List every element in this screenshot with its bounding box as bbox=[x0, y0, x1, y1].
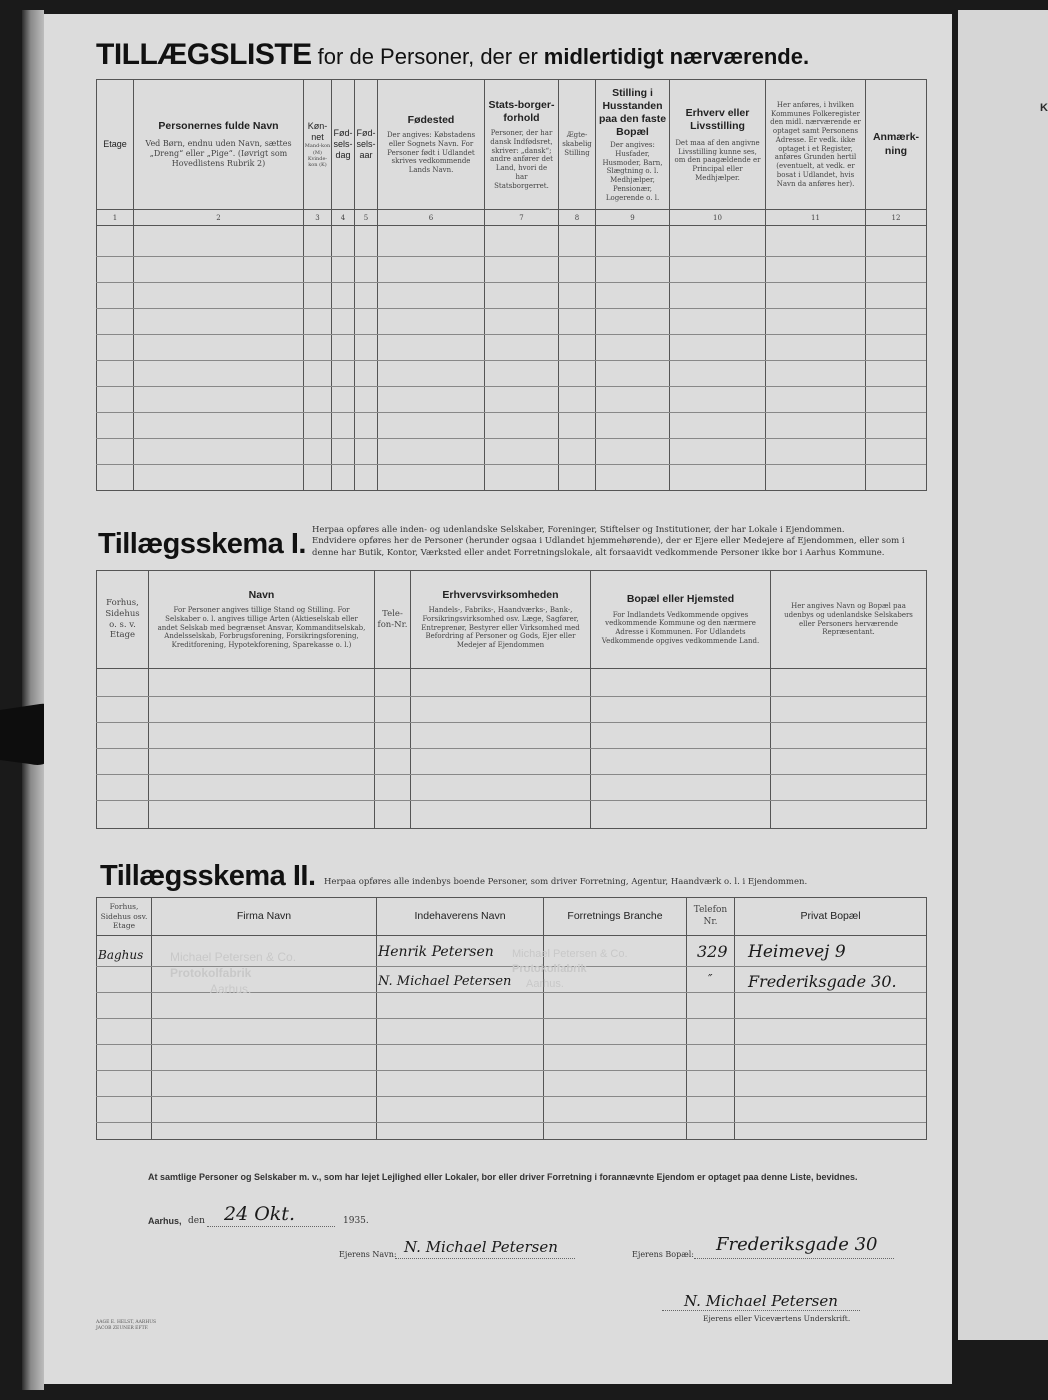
s1-col-repraesentant: Her angives Navn og Bopæl paa udenbys og udenlandske Selskabers eller Personers herværende Repræsentant. bbox=[771, 571, 927, 669]
schema1-table bbox=[96, 570, 927, 829]
year: 1935. bbox=[343, 1216, 369, 1226]
page-title bbox=[96, 38, 809, 72]
title-middle: for de Personer, der er bbox=[317, 44, 538, 69]
title-end: midlertidigt nærværende. bbox=[543, 44, 810, 69]
schema1-note bbox=[312, 525, 927, 559]
row2-indehaver: N. Michael Petersen bbox=[378, 974, 512, 989]
schema1-note-line1: Herpaa opføres alle inden- og udenlandske Selskaber, Foreninger, Stiftelser og Institutioner, der har Lokale i Ejendommen. bbox=[312, 525, 845, 535]
schema1-note-line2: Endvidere opføres her de Personer (herunder ogsaa i Udlandet hjemmehørende), der er Ejere eller Medejere af Ejendommen, eller som i denne har Butik, Kontor, Værksted eller andet Forretningslokale, alt forsaavidt vedkommende Personer ikke bor i Aarhus Kommune. bbox=[312, 536, 905, 558]
stamp-firma: Michael Petersen & Co. Protokolfabrik Aarhus. bbox=[170, 950, 297, 997]
col-navn: Personernes fulde Navn Ved Børn, endnu uden Navn, sættes „Dreng“ eller „Pige“. (Iøvrigt som Hovedlistens Rubrik 2) bbox=[134, 80, 304, 210]
row1-etage: Baghus bbox=[98, 948, 144, 962]
s2-col-telefon: Telefon Nr. bbox=[687, 898, 735, 936]
printer-imprint: AAGE E. HELST, AARHUS JACOB ZEUNER EFTF. bbox=[96, 1320, 157, 1332]
col-aegteskab: Ægte-skabelig Stilling bbox=[559, 80, 596, 210]
adjacent-page bbox=[958, 10, 1048, 1340]
owner-address-line bbox=[694, 1258, 894, 1259]
owner-address-handwritten: Frederiksgade 30 bbox=[716, 1234, 878, 1255]
date-handwritten: 24 Okt. bbox=[224, 1203, 295, 1225]
den-label: den bbox=[188, 1216, 205, 1226]
s1-col-bopael: Bopæl eller Hjemsted For Indlandets Vedkommende opgives vedkommende Kommune og den nærmere Adresse i Kommunen. For Udlandets Vedkommende opgives vedkommende Land. bbox=[591, 571, 771, 669]
owner-name-handwritten: N. Michael Petersen bbox=[404, 1238, 558, 1256]
s2-col-firma: Firma Navn bbox=[152, 898, 377, 936]
col-erhverv: Erhverv eller Livsstilling Det maa af den angivne Livsstilling kunne ses, om den paagældende er Principal eller Medhjælper. bbox=[670, 80, 766, 210]
row1-telefon: 329 bbox=[697, 942, 728, 961]
owner-address-label: Ejerens Bopæl: bbox=[632, 1250, 695, 1259]
schema2-header bbox=[97, 898, 927, 936]
col-kon: Køn-net Mand-kon (M) Kvinde-kon (K) bbox=[304, 80, 332, 210]
s1-col-etage: Forhus, Sidehus o. s. v. Etage bbox=[97, 571, 149, 669]
owner-name-label: Ejerens Navn: bbox=[339, 1250, 397, 1259]
col-etage: Etage bbox=[97, 80, 134, 210]
s2-col-bopael: Privat Bopæl bbox=[735, 898, 927, 936]
row2-bopael: Frederiksgade 30. bbox=[748, 972, 897, 991]
signature-handwritten: N. Michael Petersen bbox=[684, 1292, 838, 1310]
date-line bbox=[207, 1226, 335, 1227]
main-table-numbers: 1 2 3 4 5 6 7 8 9 10 11 12 bbox=[97, 210, 927, 226]
main-table-header bbox=[97, 80, 927, 210]
row2-telefon: ″ bbox=[708, 972, 713, 986]
place-label: Aarhus, bbox=[148, 1216, 182, 1226]
schema1-title: Tillægsskema I. bbox=[98, 528, 306, 560]
col-fodselsdag: Fød-sels-dag bbox=[332, 80, 355, 210]
signature-line bbox=[662, 1310, 860, 1311]
schema2-note: Herpaa opføres alle indenbys boende Personer, som driver Forretning, Agentur, Haandværk o. l. i Ejendommen. bbox=[324, 877, 808, 887]
s1-col-erhverv: Erhvervsvirksomheden Handels-, Fabriks-, Haandværks-, Bank-, Forsikringsvirksomhed osv. Læge, Sagfører, Entreprenør, Bestyrer eller Virksomhed med Befordring af Personer og Gods, Ejer eller Medejer af Ejendommen bbox=[411, 571, 591, 669]
col-fodested: Fødested Der angives: Købstadens eller Sognets Navn. For Personer født i Udlandet skrives vedkommende Lands Navn. bbox=[378, 80, 485, 210]
s2-col-branche: Forretnings Branche bbox=[544, 898, 687, 936]
s2-col-indehaver: Indehaverens Navn bbox=[377, 898, 544, 936]
stamp-branche: Michael Petersen & Co. Protokolfabrik Aarhus. bbox=[512, 948, 628, 990]
main-table-body bbox=[97, 226, 927, 491]
col-statsborger: Stats-borger-forhold Personer, der har dansk Indfødsret, skriver: „dansk“; andre anfører det Land, hvori de har Statsborgerret. bbox=[485, 80, 559, 210]
col-fodselsaar: Fød-sels-aar bbox=[355, 80, 378, 210]
adjacent-page-fragment: K bbox=[1040, 102, 1048, 114]
col-anmaerkning: Anmærk-ning bbox=[866, 80, 927, 210]
col-adresse: Her anføres, i hvilken Kommunes Folkeregister den midl. nærværende er optaget samt Personens Adresse. Er vedk. ikke optaget i et Register, anføres Grunden hertil (eventuelt, at vedk. er bosat i Udlandet, hvis Navn da anføres her). bbox=[766, 80, 866, 210]
owner-name-line bbox=[395, 1258, 575, 1259]
row1-bopael: Heimevej 9 bbox=[748, 942, 846, 962]
main-table bbox=[96, 79, 927, 491]
s2-col-etage: Forhus, Sidehus osv. Etage bbox=[97, 898, 152, 936]
col-stilling: Stilling i Husstanden paa den faste Bopæl Der angives: Husfader, Husmoder, Barn, Slægtning o. l. Medhjælper, Pensionær, Logerende o. l. bbox=[596, 80, 670, 210]
certification-text: At samtlige Personer og Selskaber m. v., som har lejet Lejlighed eller Lokaler, bor eller driver Forretning i forannævnte Ejendom er optaget paa denne Liste, bevidnes. bbox=[148, 1172, 858, 1182]
schema2-title: Tillægsskema II. bbox=[100, 860, 316, 892]
schema1-header bbox=[97, 571, 927, 669]
signature-label: Ejerens eller Viceværtens Underskrift. bbox=[703, 1314, 851, 1323]
s1-col-navn: Navn For Personer angives tillige Stand og Stilling. For Selskaber o. l. angives tillige Arten (Aktieselskab eller andet Selskab med begrænset Ansvar, Kommanditselskab, Andelsselskab, Forbrugsforening, Forsikringsforening, Kreditforening, Hypotekforening, Sparekasse o. l.) bbox=[149, 571, 375, 669]
row1-indehaver: Henrik Petersen bbox=[378, 944, 494, 960]
title-bold: TILLÆGSLISTE bbox=[96, 38, 312, 71]
s1-col-telefon: Tele-fon-Nr. bbox=[375, 571, 411, 669]
